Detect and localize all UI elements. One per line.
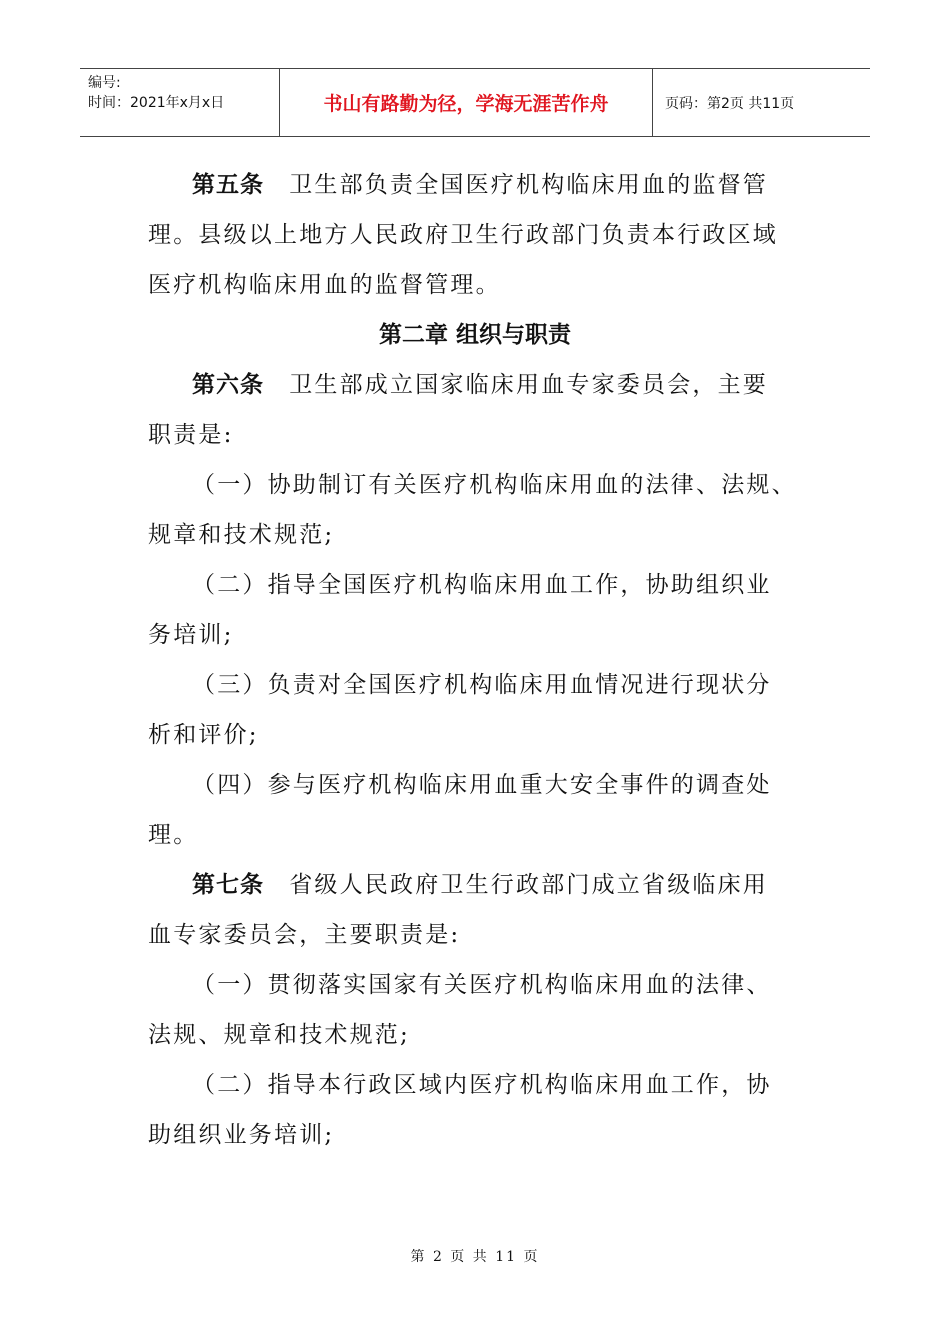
article-5-line-1: 第五条 卫生部负责全国医疗机构临床用血的监督管 (192, 172, 769, 198)
chapter-title: 第二章 组织与职责 (378, 322, 571, 348)
doc-number-label: 编号: (88, 75, 121, 91)
article-6-item-1-line-1: （一）协助制订有关医疗机构临床用血的法律、法规、 (192, 472, 797, 498)
header-motto: 书山有路勤为径，学海无涯苦作舟 (280, 69, 653, 136)
page-footer: 第 2 页 共 11 页 (410, 1249, 540, 1265)
article-7-item-2-line-1: （二）指导本行政区域内医疗机构临床用血工作，协 (192, 1072, 772, 1098)
header-page-info: 页码：第2页 共11页 (665, 95, 795, 112)
article-6-title: 第六条 (192, 372, 264, 398)
article-7-title: 第七条 (192, 872, 264, 898)
article-7-item-2-line-2: 助组织业务培训; (148, 1122, 335, 1148)
article-6-item-3-line-1: （三）负责对全国医疗机构临床用血情况进行现状分 (192, 672, 772, 698)
article-7-item-1-line-2: 法规、规章和技术规范; (148, 1022, 410, 1048)
article-6-item-3-line-2: 析和评价; (148, 722, 259, 748)
article-5-title: 第五条 (192, 172, 264, 198)
article-7-line-1: 第七条 省级人民政府卫生行政部门成立省级临床用 (192, 872, 769, 898)
article-7-item-1-line-1: （一）贯彻落实国家有关医疗机构临床用血的法律、 (192, 972, 772, 998)
article-6-line-2: 职责是: (148, 422, 234, 448)
article-7-line-2: 血专家委员会，主要职责是: (148, 922, 461, 948)
doc-time-label: 时间：2021年x月x日 (88, 95, 225, 111)
document-header (80, 68, 870, 137)
article-5-line-3: 医疗机构临床用血的监督管理。 (148, 272, 501, 298)
article-6-line-1: 第六条 卫生部成立国家临床用血专家委员会，主要 (192, 372, 769, 398)
article-5-line-2: 理。县级以上地方人民政府卫生行政部门负责本行政区域 (148, 222, 778, 248)
header-meta (80, 69, 280, 136)
article-6-item-4-line-1: （四）参与医疗机构临床用血重大安全事件的调查处 (192, 772, 772, 798)
article-6-item-4-line-2: 理。 (148, 822, 199, 848)
article-6-item-2-line-2: 务培训; (148, 622, 234, 648)
article-6-item-1-line-2: 规章和技术规范; (148, 522, 335, 548)
article-6-item-2-line-1: （二）指导全国医疗机构临床用血工作，协助组织业 (192, 572, 772, 598)
